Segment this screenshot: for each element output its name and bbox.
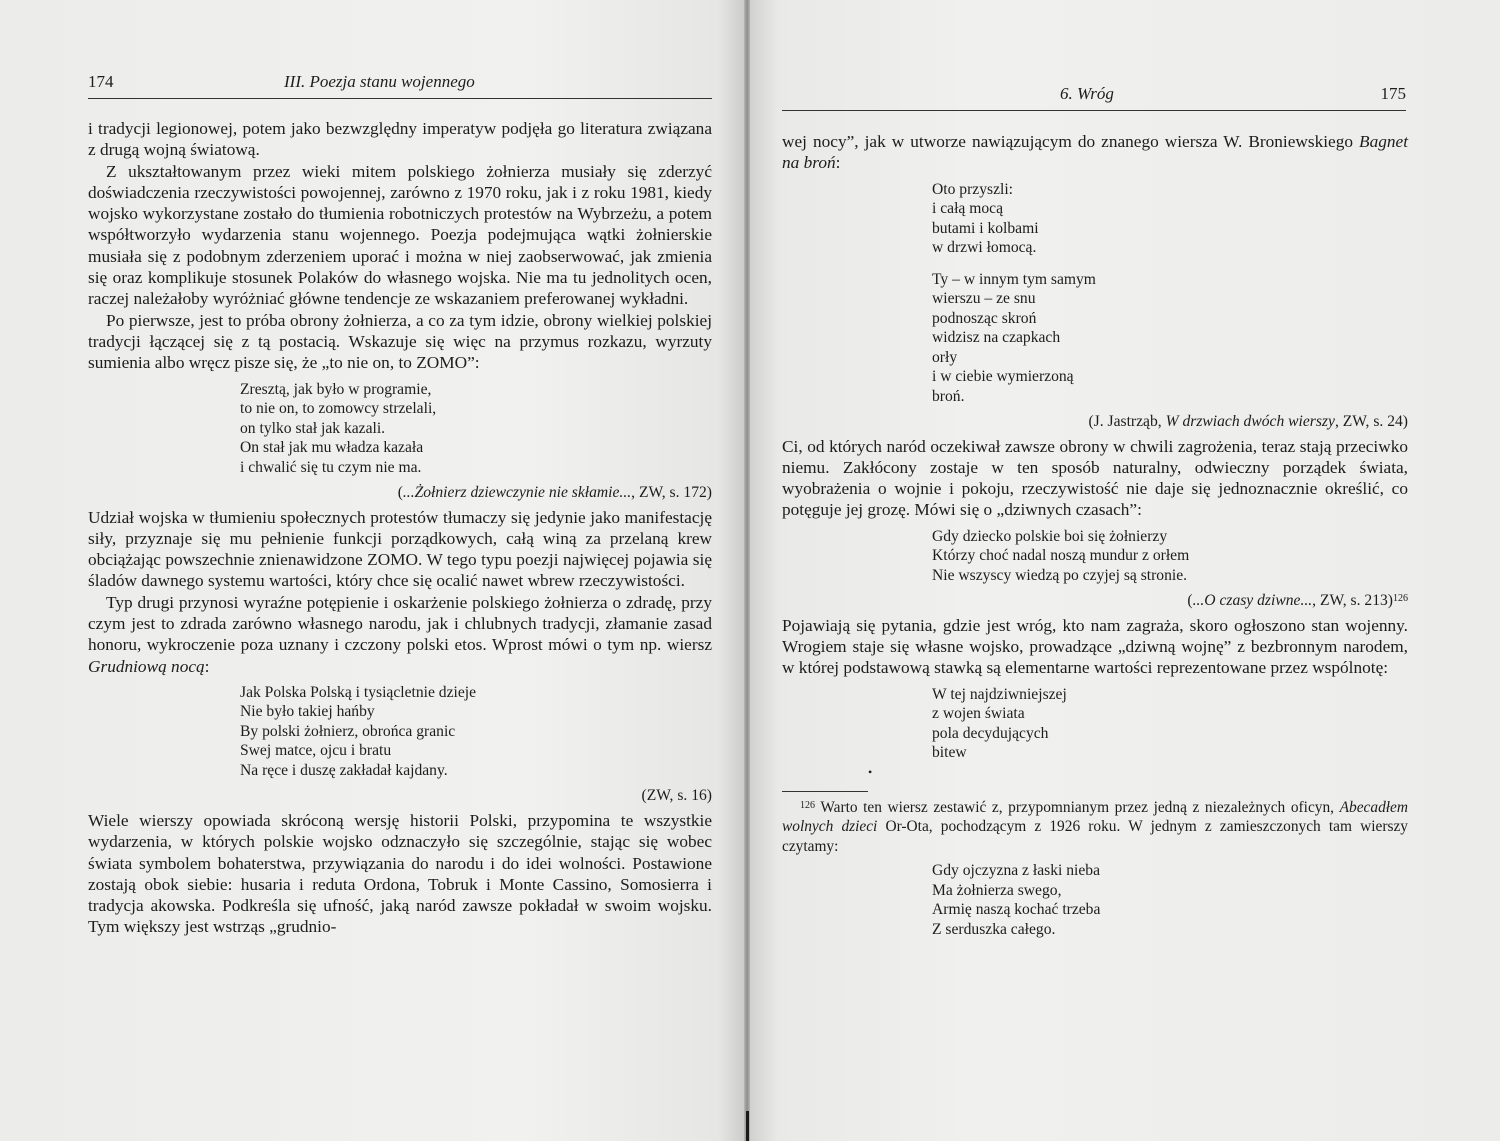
footnote-rule bbox=[782, 791, 868, 792]
poem-line: By polski żołnierz, obrońca granic bbox=[240, 722, 456, 740]
poem-line: Swej matce, ojcu i bratu bbox=[240, 742, 392, 760]
running-head bbox=[782, 82, 1406, 111]
poem-line: bitew bbox=[932, 744, 967, 762]
poem-line: broń. bbox=[932, 387, 965, 405]
paragraph: Ci, od których naród oczekiwał zawsze obrony w chwili zagrożenia, teraz stają przeciwko niemu. Zakłócony zostaje w ten sposób naturalny, odwieczny porządek świata, wyobrażenia o wojnie i pokoju, rzeczywistość nie daje się jednoznacznie określić, co potęguje jej grozę. Mówi się o „dziwnych czasach”: bbox=[782, 436, 1408, 520]
poem-line: Gdy ojczyzna z łaski nieba bbox=[932, 862, 1100, 880]
poem-quote bbox=[932, 527, 1408, 586]
poem-line: On stał jak mu władza kazała bbox=[240, 439, 424, 457]
poem-line: Nie wszyscy wiedzą po czyjej są stronie. bbox=[932, 566, 1188, 584]
page-number: 174 bbox=[88, 72, 114, 91]
footnote-marker: 126 bbox=[1393, 593, 1408, 605]
poem-line: on tylko stał jak kazali. bbox=[240, 419, 386, 437]
poem-line: Którzy choć nadal noszą mundur z orłem bbox=[932, 547, 1190, 565]
poem-line: i w ciebie wymierzoną bbox=[932, 368, 1074, 386]
poem-line: Jak Polska Polską i tysiącletnie dzieje bbox=[240, 683, 477, 701]
poem-line: Ty – w innym tym samym bbox=[932, 270, 1096, 288]
paragraph: wej nocy”, jak w utworze nawiązującym do znanego wiersza W. Broniewskiego Bagnet na broń: bbox=[782, 132, 1408, 173]
page-body bbox=[88, 118, 712, 938]
poem-source: (ZW, s. 16) bbox=[641, 787, 712, 805]
paragraph: Pojawiają się pytania, gdzie jest wróg, kto nam zagraża, skoro ogłoszono stan wojenny. Wrogiem staje się własne wojsko, prowadzące „dziwną wojnę” z bezbronnym narodem, w której podstawową stawką są elementarne wartości reprezentowane przez wspólnotę: bbox=[782, 615, 1408, 678]
poem-line: podnosząc skroń bbox=[932, 309, 1037, 327]
poem-line: Gdy dziecko polskie boi się żołnierzy bbox=[932, 527, 1168, 545]
book-gutter bbox=[744, 0, 750, 1141]
poem-source: (J. Jastrząb, W drzwiach dwóch wierszy, ZW, s. 24) bbox=[1088, 413, 1408, 431]
poem-line: Zresztą, jak było w programie, bbox=[240, 380, 432, 398]
poem-line: wierszu – ze snu bbox=[932, 290, 1036, 308]
poem-line: pola decydujących bbox=[932, 724, 1049, 742]
poem-line: i całą mocą bbox=[932, 200, 1003, 218]
paragraph: Z ukształtowanym przez wieki mitem polskiego żołnierza musiały się zderzyć doświadczenia rzeczywistości powojennej, zarówno z 1970 roku, jak i z roku 1981, kiedy wojsko wykorzystane zostało do tłumienia robotniczych protestów na Wybrzeżu, a potem współtworzyło wydarzenia stanu wojennego. Poezja podejmująca wątki żołnierskie musiała się z podobnym zderzeniem uporać i można w niej zaobserwować, jak zmienia się oraz komplikuje stosunek Polaków do własnego wojska. Nie ma tu jednolitych ocen, raczej należałoby wyróżniać główne tendencje ze wskazaniem preferowanej wykładni. bbox=[88, 161, 712, 309]
poem-source: (...O czasy dziwne..., ZW, s. 213)$^{126}$ bbox=[1187, 592, 1408, 610]
page-number: 175 bbox=[1380, 84, 1406, 103]
poem-line: Armię naszą kochać trzeba bbox=[932, 901, 1101, 919]
spine-mark bbox=[746, 1111, 749, 1141]
poem-line: w drzwi łomocą. bbox=[932, 239, 1037, 257]
paragraph: Udział wojska w tłumieniu społecznych protestów tłumaczy się jedynie jako manifestację siły, przyznaje się mu pełnienie funkcji porządkowych, całą winą za przelaną krew obciążając powszechnie znienawidzone ZOMO. W tego typu poezji najwięcej pojawia się śladów dawnego systemu wartości, który chce się ocalić nawet wbrew rzeczywistości. bbox=[88, 507, 712, 591]
paragraph: Po pierwsze, jest to próba obrony żołnierza, a co za tym idzie, obrony wielkiej polskiej tradycji łączącej się z tą postacią. Wskazuje się więc na przymus rozkazu, wyrzuty sumienia albo wręcz pisze się, że „to nie on, to ZOMO”: bbox=[88, 310, 712, 373]
running-head bbox=[88, 70, 712, 99]
poem-quote bbox=[932, 685, 1408, 763]
poem-line: Z serduszka całego. bbox=[932, 920, 1056, 938]
poem-line: W tej najdziwniejszej bbox=[932, 685, 1067, 703]
paragraph: i tradycji legionowej, potem jako bezwzględny imperatyw podjęła go literatura związana z drugą wojną światową. bbox=[88, 119, 712, 160]
paragraph: Typ drugi przynosi wyraźne potępienie i oskarżenie polskiego żołnierza o zdradę, przy czym jest to zdrada zarówno własnego narodu, jak i chlubnych tradycji, złamanie zasad honoru, wykroczenie poza uznany i czczony polski etos. Wprost mówi o tym np. wiersz Grudniową nocą: bbox=[88, 592, 712, 676]
running-title: III. Poezja stanu wojennego bbox=[284, 72, 475, 91]
poem-line: Na ręce i duszę zakładał kajdany. bbox=[240, 761, 448, 779]
bullet-mark: • bbox=[868, 764, 873, 779]
poem-line: Oto przyszli: bbox=[932, 180, 1013, 198]
poem-quote bbox=[240, 380, 712, 478]
poem-line: widzisz na czapkach bbox=[932, 329, 1061, 347]
poem-source: (...Żołnierz dziewczynie nie skłamie..., ZW, s. 172) bbox=[397, 484, 712, 502]
right-page bbox=[748, 0, 1500, 1141]
poem-quote bbox=[932, 180, 1408, 407]
poem-line: i chwalić się tu czym nie ma. bbox=[240, 458, 422, 476]
poem-line: orły bbox=[932, 348, 958, 366]
poem-quote bbox=[240, 683, 712, 781]
poem-line: Nie było takiej hańby bbox=[240, 703, 375, 721]
poem-line: Ma żołnierza swego, bbox=[932, 881, 1062, 899]
running-title: 6. Wróg bbox=[1060, 84, 1114, 103]
poem-line: z wojen świata bbox=[932, 705, 1025, 723]
paragraph: Wiele wierszy opowiada skróconą wersję historii Polski, przypomina te wszystkie wydarzenia, w których polskie wojsko odznaczyło się szczególnie, stając się wobec świata symbolem bohaterstwa, przywiązania do narodu i do idei wolności. Postawione zostają obok siebie: husaria i reduta Ordona, Tobruk i Monte Cassino, Somosierra i tradycja akowska. Podkreśla się ufność, jaką naród zawsze pokładał w swoim wojsku. Tym większy jest wstrząs „grudnio- bbox=[88, 810, 712, 937]
footnote-number: 126 bbox=[800, 799, 815, 811]
left-page bbox=[0, 0, 748, 1141]
poem-line: butami i kolbami bbox=[932, 219, 1039, 237]
poem-line: to nie on, to zomowcy strzelali, bbox=[240, 400, 437, 418]
footnote: $^{126}$ Warto ten wiersz zestawić z, przypomnianym przez jedną z niezależnych oficyn, Abecadłem wolnych dzieci Or-Ota, pochodzącym z 1926 roku. W jednym z zamieszczonych tam wierszy czytamy: Gdy ojczyzna z łaski nieba Ma żołnierza swego, Armię naszą kochać trzeba Z serduszka całego. bbox=[782, 798, 1408, 938]
footnote-poem bbox=[932, 861, 1408, 939]
page-body bbox=[782, 131, 1408, 943]
